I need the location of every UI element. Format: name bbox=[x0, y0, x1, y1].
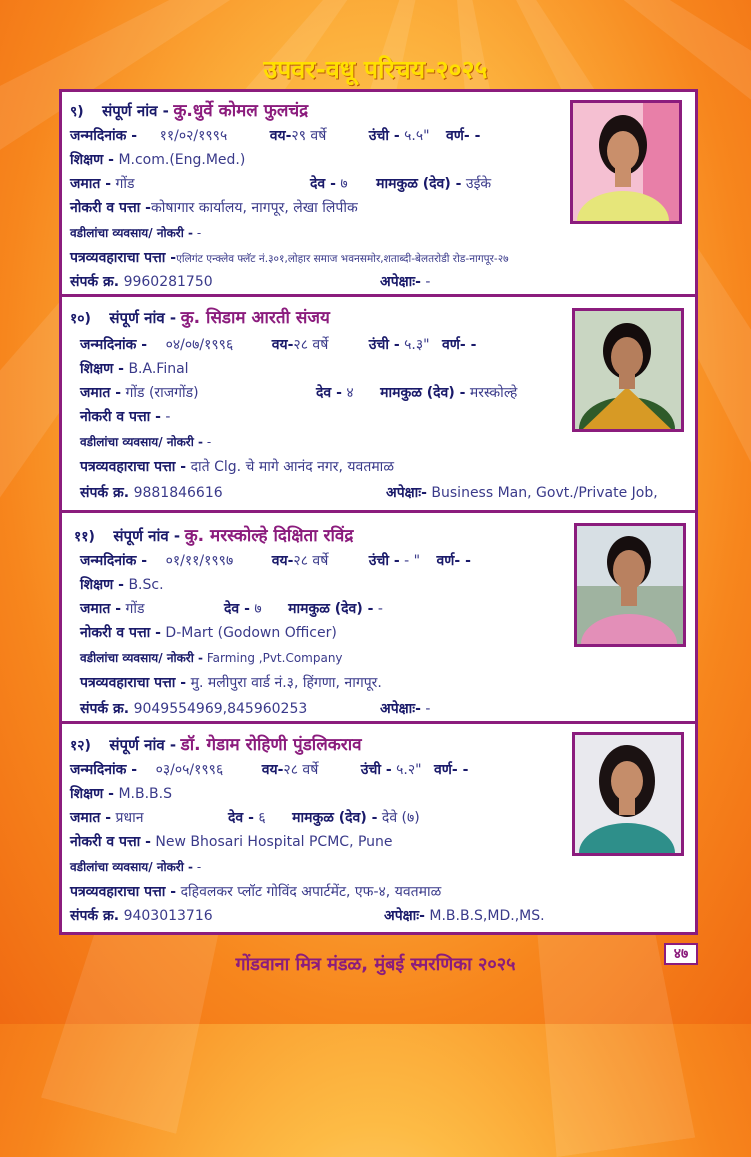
age-value: २८ वर्षे bbox=[293, 553, 329, 569]
page-title: उपवर-वधू परिचय-२०२५ bbox=[263, 55, 488, 84]
job-value: D-Mart (Godown Officer) bbox=[165, 625, 337, 641]
height-label: उंची - bbox=[360, 762, 392, 778]
caste-label: जमात - bbox=[70, 176, 112, 192]
profile-number: १२) bbox=[70, 738, 91, 754]
dob-label: जन्मदिनांक - bbox=[70, 762, 138, 778]
education-label: शिक्षण - bbox=[70, 786, 114, 802]
age-value: २९ वर्षे bbox=[291, 128, 327, 144]
clan-label: मामकुळ (देव) - bbox=[376, 176, 462, 192]
job-value: - bbox=[165, 409, 171, 425]
dev-label: देव - bbox=[316, 385, 342, 401]
education-value: B.A.Final bbox=[128, 361, 189, 377]
height-value: ५.५" bbox=[404, 128, 430, 144]
height-label: उंची - bbox=[368, 337, 400, 353]
address-label: पत्रव्यवहाराचा पत्ता - bbox=[80, 675, 187, 691]
father-label: वडीलांचा व्यवसाय/ नोकरी - bbox=[80, 651, 203, 665]
address-value: एलिगंट एन्क्लेव फ्लॅट नं.३०१,लोहार समाज भवनसमोर,शताब्दी-बेलतरोडी रोड-नागपूर-२७ bbox=[176, 253, 509, 265]
job-label: नोकरी व पत्ता - bbox=[70, 834, 151, 850]
age-label: वय- bbox=[269, 128, 292, 144]
complexion-label: वर्ण- - bbox=[442, 337, 477, 353]
father-value: - bbox=[196, 860, 202, 874]
dev-label: देव - bbox=[228, 810, 254, 826]
dev-value: ७ bbox=[254, 601, 262, 617]
footer-text: गोंडवाना मित्र मंडळ, मुंबई स्मरणिका २०२५ bbox=[235, 954, 516, 975]
profile-name: कु. सिडाम आरती संजय bbox=[180, 308, 330, 328]
profile-photo bbox=[572, 308, 684, 432]
profile-name: डॉ. गेडाम रोहिणी पुंडलिकराव bbox=[180, 735, 362, 755]
profile-number: ११) bbox=[74, 529, 95, 545]
education-label: शिक्षण - bbox=[80, 577, 124, 593]
clan-label: मामकुळ (देव) - bbox=[292, 810, 378, 826]
full-name-label: संपूर्ण नांव - bbox=[102, 102, 169, 120]
job-label: नोकरी व पत्ता - bbox=[80, 625, 161, 641]
expectation-label: अपेक्षाः- bbox=[384, 908, 425, 924]
age-label: वय- bbox=[271, 553, 294, 569]
dob-label: जन्मदिनांक - bbox=[70, 128, 138, 144]
expectation-value: - bbox=[425, 701, 431, 717]
height-label: उंची - bbox=[368, 128, 400, 144]
expectation-value: M.B.B.S,MD.,MS. bbox=[429, 908, 545, 924]
dob-value: ०४/०७/१९९६ bbox=[165, 337, 234, 353]
address-label: पत्रव्यवहाराचा पत्ता - bbox=[80, 459, 187, 475]
complexion-label: वर्ण- - bbox=[446, 128, 481, 144]
profile-name: कु.धुर्वे कोमल फुलचंद्र bbox=[173, 101, 309, 121]
age-label: वय- bbox=[261, 762, 284, 778]
contact-label: संपर्क क्र. bbox=[80, 485, 130, 501]
dev-value: ६ bbox=[258, 810, 266, 826]
profile-photo bbox=[572, 732, 684, 856]
clan-label: मामकुळ (देव) - bbox=[380, 385, 466, 401]
profile-number: ९) bbox=[70, 104, 84, 120]
profile-photo bbox=[570, 100, 682, 224]
expectation-value: - bbox=[425, 274, 431, 290]
expectation-label: अपेक्षाः- bbox=[380, 701, 421, 717]
contact-value: 9960281750 bbox=[123, 274, 213, 290]
caste-value: गोंड bbox=[115, 176, 135, 192]
profile-card bbox=[62, 724, 695, 932]
caste-label: जमात - bbox=[70, 810, 112, 826]
profile-card bbox=[62, 297, 695, 513]
height-label: उंची - bbox=[368, 553, 400, 569]
profile-card bbox=[62, 92, 695, 297]
father-label: वडीलांचा व्यवसाय/ नोकरी - bbox=[80, 435, 203, 449]
dev-value: ४ bbox=[346, 385, 354, 401]
age-value: २८ वर्षे bbox=[293, 337, 329, 353]
dob-value: ०१/११/१९९७ bbox=[165, 553, 234, 569]
dob-value: ०३/०५/१९९६ bbox=[155, 762, 224, 778]
caste-label: जमात - bbox=[80, 601, 122, 617]
dob-label: जन्मदिनांक - bbox=[80, 553, 148, 569]
contact-value: 9403013716 bbox=[123, 908, 213, 924]
clan-value: देवे (७) bbox=[381, 810, 420, 826]
profile-card bbox=[62, 513, 695, 724]
profile-photo bbox=[574, 523, 686, 647]
father-label: वडीलांचा व्यवसाय/ नोकरी - bbox=[70, 860, 193, 874]
contact-label: संपर्क क्र. bbox=[70, 908, 120, 924]
dob-label: जन्मदिनांक - bbox=[80, 337, 148, 353]
complexion-label: वर्ण- - bbox=[434, 762, 469, 778]
job-label: नोकरी व पत्ता - bbox=[70, 200, 151, 216]
dev-label: देव - bbox=[310, 176, 336, 192]
complexion-label: वर्ण- - bbox=[436, 553, 471, 569]
height-value: ५.२" bbox=[396, 762, 422, 778]
contact-label: संपर्क क्र. bbox=[70, 274, 120, 290]
address-value: मु. मलीपुरा वार्ड नं.३, हिंगणा, नागपूर. bbox=[190, 675, 382, 691]
job-value: कोषागार कार्यालय, नागपूर, लेखा लिपीक bbox=[150, 200, 358, 216]
caste-value: गोंड bbox=[125, 601, 145, 617]
education-value: B.Sc. bbox=[128, 577, 164, 593]
job-label: नोकरी व पत्ता - bbox=[80, 409, 161, 425]
full-name-label: संपूर्ण नांव - bbox=[109, 736, 177, 754]
clan-value: मरस्कोल्हे bbox=[469, 385, 518, 401]
expectation-label: अपेक्षाः- bbox=[386, 485, 427, 501]
father-value: Farming ,Pvt.Company bbox=[206, 651, 343, 665]
profile-name: कु. मरस्कोल्हे दिक्षिता रविंद्र bbox=[184, 526, 354, 546]
contact-value: 9049554969,845960253 bbox=[133, 701, 308, 717]
education-value: M.B.B.S bbox=[118, 786, 172, 802]
job-value: New Bhosari Hospital PCMC, Pune bbox=[155, 834, 393, 850]
dev-value: ७ bbox=[340, 176, 348, 192]
education-value: M.com.(Eng.Med.) bbox=[118, 152, 246, 168]
clan-label: मामकुळ (देव) - bbox=[288, 601, 374, 617]
expectation-label: अपेक्षाः- bbox=[380, 274, 421, 290]
caste-label: जमात - bbox=[80, 385, 122, 401]
full-name-label: संपूर्ण नांव - bbox=[113, 527, 181, 545]
height-value: ५.३" bbox=[404, 337, 430, 353]
education-label: शिक्षण - bbox=[80, 361, 124, 377]
education-label: शिक्षण - bbox=[70, 152, 114, 168]
caste-value: गोंड (राजगोंड) bbox=[125, 385, 199, 401]
dev-label: देव - bbox=[224, 601, 250, 617]
dob-value: ११/०२/१९९५ bbox=[159, 128, 228, 144]
caste-value: प्रधान bbox=[115, 810, 144, 826]
address-value: दहिवलकर प्लॉट गोविंद अपार्टमेंट, एफ-४, यवतमाळ bbox=[180, 884, 442, 900]
age-value: २८ वर्षे bbox=[283, 762, 319, 778]
profiles-sheet bbox=[59, 89, 698, 935]
contact-value: 9881846616 bbox=[133, 485, 223, 501]
clan-value: उईके bbox=[465, 176, 492, 192]
father-value: - bbox=[196, 226, 202, 240]
father-label: वडीलांचा व्यवसाय/ नोकरी - bbox=[70, 226, 193, 240]
full-name-label: संपूर्ण नांव - bbox=[109, 309, 177, 327]
clan-value: - bbox=[377, 601, 383, 617]
contact-label: संपर्क क्र. bbox=[80, 701, 130, 717]
age-label: वय- bbox=[271, 337, 294, 353]
address-label: पत्रव्यवहाराचा पत्ता - bbox=[70, 884, 177, 900]
address-value: दाते Clg. चे मागे आनंद नगर, यवतमाळ bbox=[190, 459, 394, 475]
profile-number: १०) bbox=[70, 311, 91, 327]
expectation-value: Business Man, Govt./Private Job, bbox=[431, 485, 658, 501]
height-value: - " bbox=[404, 553, 421, 569]
address-label: पत्रव्यवहाराचा पत्ता - bbox=[70, 250, 177, 266]
page-number: ४७ bbox=[664, 943, 698, 965]
father-value: - bbox=[206, 435, 212, 449]
